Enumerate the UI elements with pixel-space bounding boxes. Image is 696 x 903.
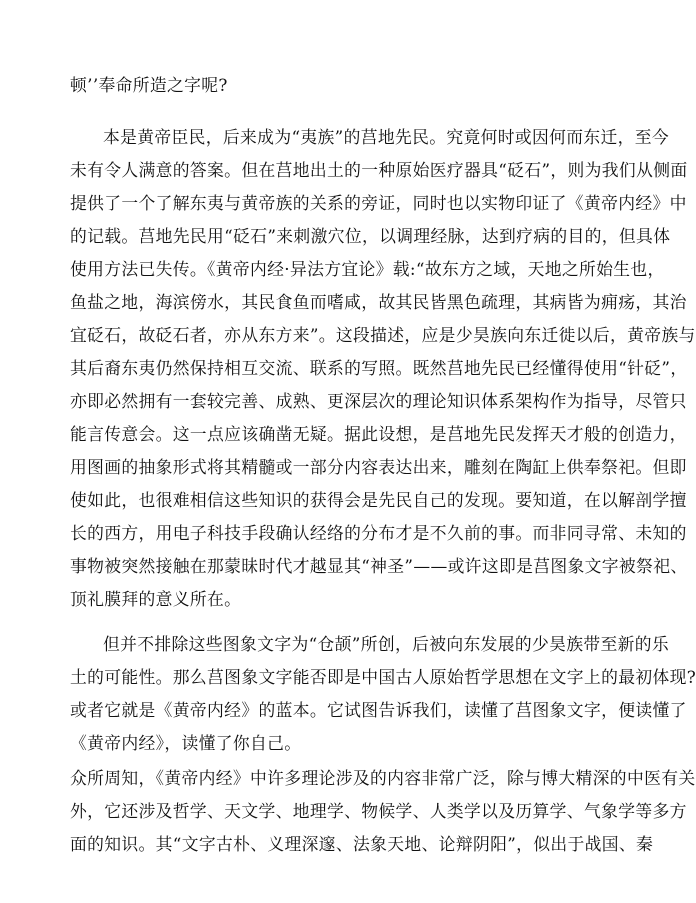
text-line: 事物被突然接触在那蒙昧时代才越显其“神圣”——或许这即是莒图象文字被祭祀、 [70,556,688,576]
text-line: 或者它就是《黄帝内经》的蓝本。它试图告诉我们，读懂了莒图象文字，便读懂了 [70,700,687,720]
text-line: 用图画的抽象形式将其精髓或一部分内容表达出来，雕刻在陶缸上供奉祭祀。但即 [70,457,687,477]
text-line: 顿’’奉命所造之字呢? [70,75,228,95]
text-line: 提供了一个了解东夷与黄帝族的关系的旁证，同时也以实物印证了《黄帝内经》中 [70,193,687,213]
text-line: 面的知识。其“文字古朴、义理深邃、法象天地、论辩阴阳”，似出于战国、秦 [70,834,654,854]
text-line: 鱼盐之地，海滨傍水，其民食鱼而嗜咸，故其民皆黑色疏理，其病皆为痈疡，其治 [70,292,687,312]
paragraph-last-line: 《黄帝内经》，读懂了你自己。 [70,733,302,753]
text-line: 能言传意会。这一点应该确凿无疑。据此设想，是莒地先民发挥天才般的创造力， [70,424,687,444]
text-line: 的记载。莒地先民用“砭石”来刺激穴位，以调理经脉，达到疗病的目的，但具体 [70,226,671,246]
text-line: 使如此，也很难相信这些知识的获得会是先民自己的发现。要知道，在以解剖学擅 [70,490,687,510]
text-line: 外，它还涉及哲学、天文学、地理学、物候学、人类学以及历算学、气象学等多方 [70,801,687,821]
text-line: 长的西方，用电子科技手段确认经络的分布才是不久前的事。而非同寻常、未知的 [70,523,687,543]
text-line: 使用方法已失传。《黄帝内经·异法方宜论》载:“故东方之域，天地之所始生也， [70,259,665,279]
text-line: 其后裔东夷仍然保持相互交流、联系的写照。既然莒地先民已经懂得使用“针砭”， [70,358,688,378]
paragraph-first-line: 但并不排除这些图象文字为“仓颉”所创，后被向东发展的少昊族带至新的乐 [103,634,670,654]
text-line: 未有令人满意的答案。但在莒地出土的一种原始医疗器具“砭石”，则为我们从侧面 [70,160,688,180]
text-line: 宜砭石，故砭石者，亦从东方来”。这段描述，应是少昊族向东迁徙以后，黄帝族与 [70,325,696,345]
paragraph-first-line: 本是黄帝臣民，后来成为“夷族”的莒地先民。究竟何时或因何而东迁，至今 [103,127,670,147]
text-line: 土的可能性。那么莒图象文字能否即是中国古人原始哲学思想在文字上的最初体现? [70,667,696,687]
text-line: 亦即必然拥有一套较完善、成熟、更深层次的理论知识体系架构作为指导，尽管只 [70,391,687,411]
text-line: 众所周知，《黄帝内经》中许多理论涉及的内容非常广泛，除与博大精深的中医有关 [70,768,696,788]
paragraph-last-line: 顶礼膜拜的意义所在。 [70,589,242,609]
